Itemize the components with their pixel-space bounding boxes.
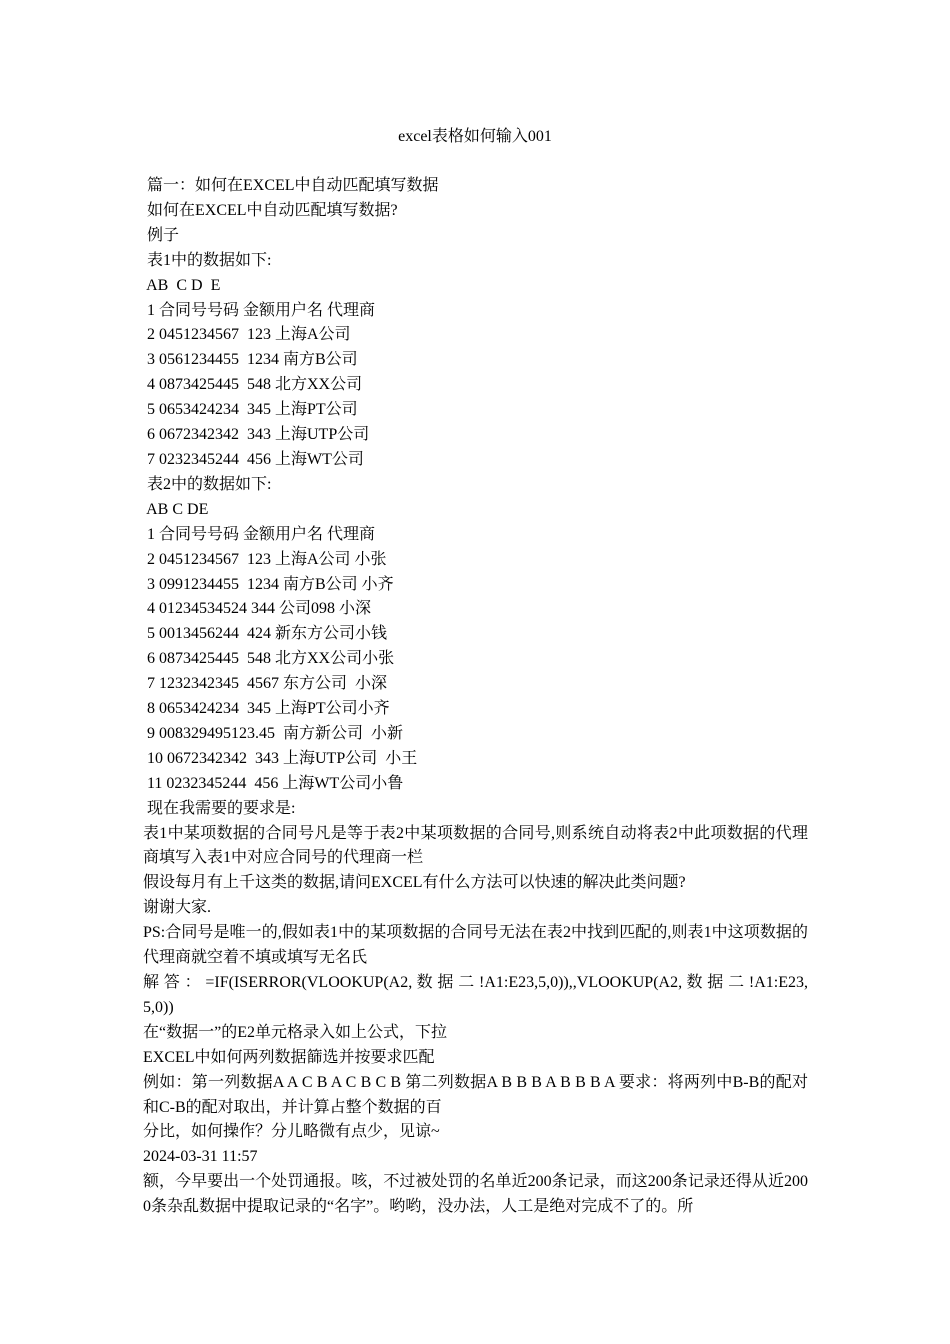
table2-row: 8 0653424234 345 上海PT公司小齐 — [143, 700, 390, 718]
paragraph-heading: EXCEL中如何两列数据篩选并按要求匹配 — [143, 1048, 435, 1066]
text-line: 例子 — [143, 226, 180, 244]
table2-header-row: AB C DE — [143, 500, 209, 518]
table2-row: 7 1232342345 4567 东方公司 小深 — [143, 675, 388, 693]
table1-row: 3 0561234455 1234 南方B公司 — [143, 351, 358, 369]
text-line: 如何在EXCEL中自动匹配填写数据? — [143, 201, 398, 219]
paragraph-timestamp: 2024-03-31 11:57 — [143, 1148, 258, 1166]
table1-row: 7 0232345244 456 上海WT公司 — [143, 450, 364, 468]
paragraph-instruction: 在“数据一”的E2单元格录入如上公式，下拉 — [143, 1023, 447, 1041]
text-line: 表2中的数据如下: — [143, 475, 272, 493]
paragraph-requirement: 表1中某项数据的合同号凡是等于表2中某项数据的合同号,则系统自动将表2中此项数据的代理商填写入表1中对应合同号的代理商一栏 — [143, 824, 808, 867]
table2-row: 2 0451234567 123 上海A公司 小张 — [143, 550, 387, 568]
table2-row: 10 0672342342 343 上海UTP公司 小王 — [143, 749, 418, 767]
table2-row: 6 0873425445 548 北方XX公司小张 — [143, 650, 395, 668]
paragraph-answer-formula: 解 答 ： =IF(ISERROR(VLOOKUP(A2, 数 据 二 !A1:E23,5,0)),,VLOOKUP(A2, 数 据 二 !A1:E23,5,0)) — [143, 974, 808, 1016]
document-body — [143, 174, 808, 1220]
text-line: 现在我需要的要求是: — [143, 799, 296, 817]
paragraph-thanks: 谢谢大家. — [143, 899, 212, 917]
table1-row: 2 0451234567 123 上海A公司 — [143, 326, 351, 344]
paragraph-story: 额，今早要出一个处罚通报。咳，不过被处罚的名单近200条记录，而这200条记录还得从近2000条杂乱数据中提取记录的“名字”。哟哟，没办法，人工是绝对完成不了的。所 — [143, 1173, 808, 1216]
table2-row: 5 0013456244 424 新东方公司小钱 — [143, 625, 388, 643]
paragraph-question: 假设每月有上千这类的数据,请问EXCEL有什么方法可以快速的解决此类问题? — [143, 874, 686, 892]
table2-row: 4 01234534524 344 公司098 小深 — [143, 600, 372, 618]
text-line: 表1中的数据如下: — [143, 251, 272, 269]
paragraph-ps: PS:合同号是唯一的,假如表1中的某项数据的合同号无法在表2中找到匹配的,则表1中这项数据的代理商就空着不填或填写无名氏 — [143, 924, 808, 967]
table2-row: 11 0232345244 456 上海WT公司小鲁 — [143, 774, 404, 792]
table2-row: 1 合同号号码 金额用户名 代理商 — [143, 525, 376, 543]
table1-header-row: AB C D E — [143, 276, 221, 294]
paragraph-example: 例如：第一列数据A A C B A C B C B 第二列数据A B B B A B B B A 要求：将两列中B-B的配对和C-B的配对取出，并计算占整个数据的百 — [143, 1073, 808, 1116]
table2-row: 3 0991234455 1234 南方B公司 小齐 — [143, 575, 394, 593]
table1-row: 1 合同号号码 金额用户名 代理商 — [143, 301, 376, 319]
table1-row: 6 0672342342 343 上海UTP公司 — [143, 426, 370, 444]
text-line: 篇一：如何在EXCEL中自动匹配填写数据 — [143, 177, 439, 194]
document-title: excel表格如何输入001 — [398, 128, 552, 145]
paragraph-example-cont: 分比，如何操作？分儿略微有点少，见谅~ — [143, 1123, 440, 1141]
table2-row: 9 008329495123.45 南方新公司 小新 — [143, 724, 404, 742]
table1-row: 5 0653424234 345 上海PT公司 — [143, 401, 358, 419]
table1-row: 4 0873425445 548 北方XX公司 — [143, 376, 363, 394]
